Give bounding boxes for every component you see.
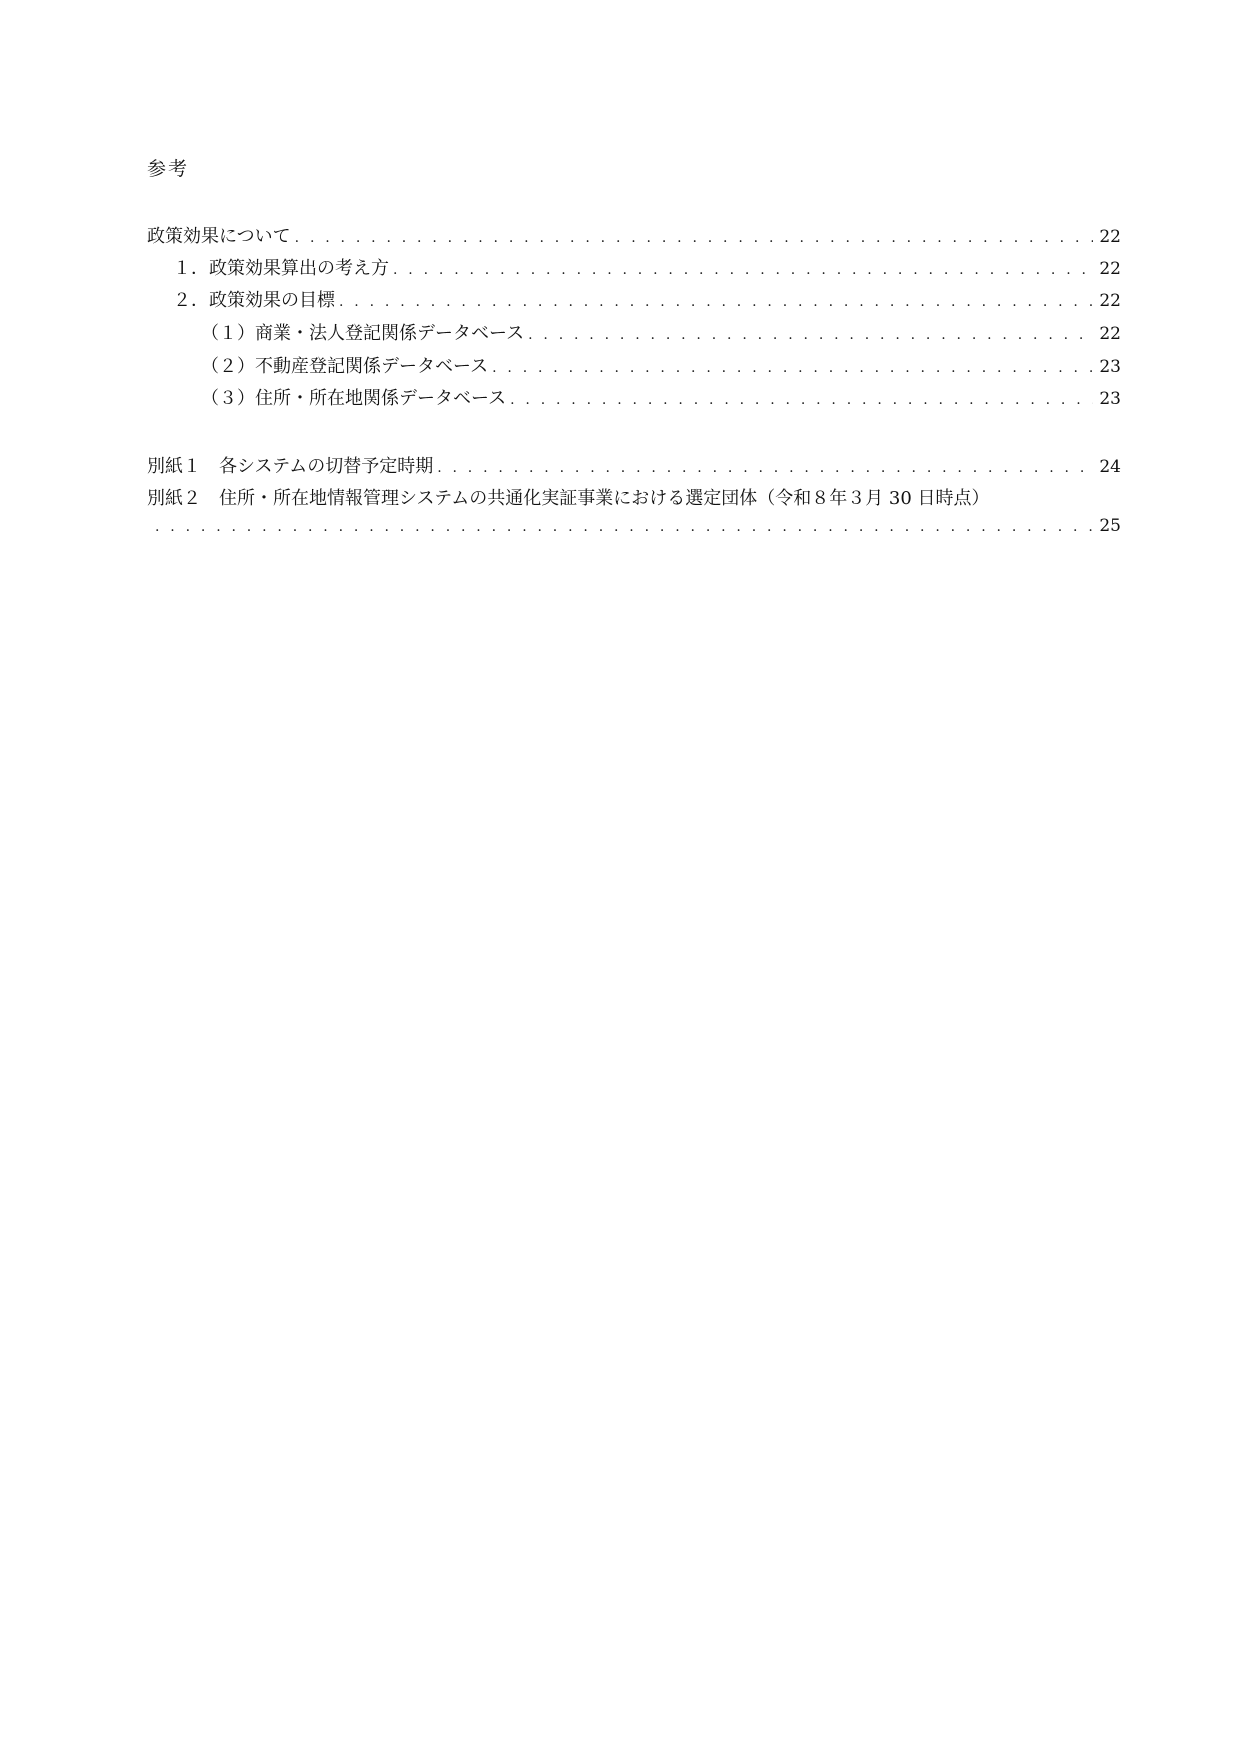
toc-leader-dots (393, 262, 1093, 278)
toc-leader-dots (437, 460, 1093, 476)
appendix-entry-label[interactable]: 別紙２ 住所・所在地情報管理システムの共通化実証事業における選定団体（令和８年３月 30 日時点） (147, 488, 990, 509)
toc-leader-dots (492, 360, 1093, 376)
toc-page-number: 22 (1099, 324, 1121, 344)
toc-entry-label: 政策効果について (147, 226, 291, 247)
toc-leader-dots (155, 519, 1093, 535)
toc-page-number: 25 (1099, 516, 1121, 536)
toc-entry-label: ２．政策効果の目標 (173, 290, 335, 311)
toc-page-number: 22 (1099, 259, 1121, 279)
toc-page-number: 22 (1099, 291, 1121, 311)
toc-leader-dots (528, 327, 1093, 343)
toc-entry-label: （３）住所・所在地関係データベース (201, 388, 507, 409)
toc-leader-dots (510, 392, 1093, 408)
toc-entry-label: １．政策効果算出の考え方 (173, 258, 389, 279)
toc-entry-label: （２）不動産登記関係データベース (201, 356, 489, 377)
appendix-entry-label: 別紙１ 各システムの切替予定時期 (147, 456, 434, 477)
appendix-entry[interactable] (147, 452, 1121, 478)
toc-leader-dots (295, 230, 1094, 246)
toc-entry[interactable] (147, 352, 1121, 378)
toc-leader-dots (339, 294, 1093, 310)
toc-entry[interactable] (147, 319, 1121, 345)
appendix-entry-continuation[interactable] (147, 516, 1121, 542)
toc-page-number: 22 (1099, 227, 1121, 247)
page-heading: 参考 (147, 158, 190, 180)
toc-page-number: 24 (1099, 457, 1121, 477)
toc-page-number: 23 (1099, 389, 1121, 409)
toc-entry[interactable] (147, 222, 1121, 248)
toc-page-number: 23 (1099, 357, 1121, 377)
toc-entry[interactable] (147, 286, 1121, 312)
toc-entry-label: （１）商業・法人登記関係データベース (201, 323, 525, 344)
toc-entry[interactable] (147, 384, 1121, 410)
toc-entry[interactable] (147, 254, 1121, 280)
